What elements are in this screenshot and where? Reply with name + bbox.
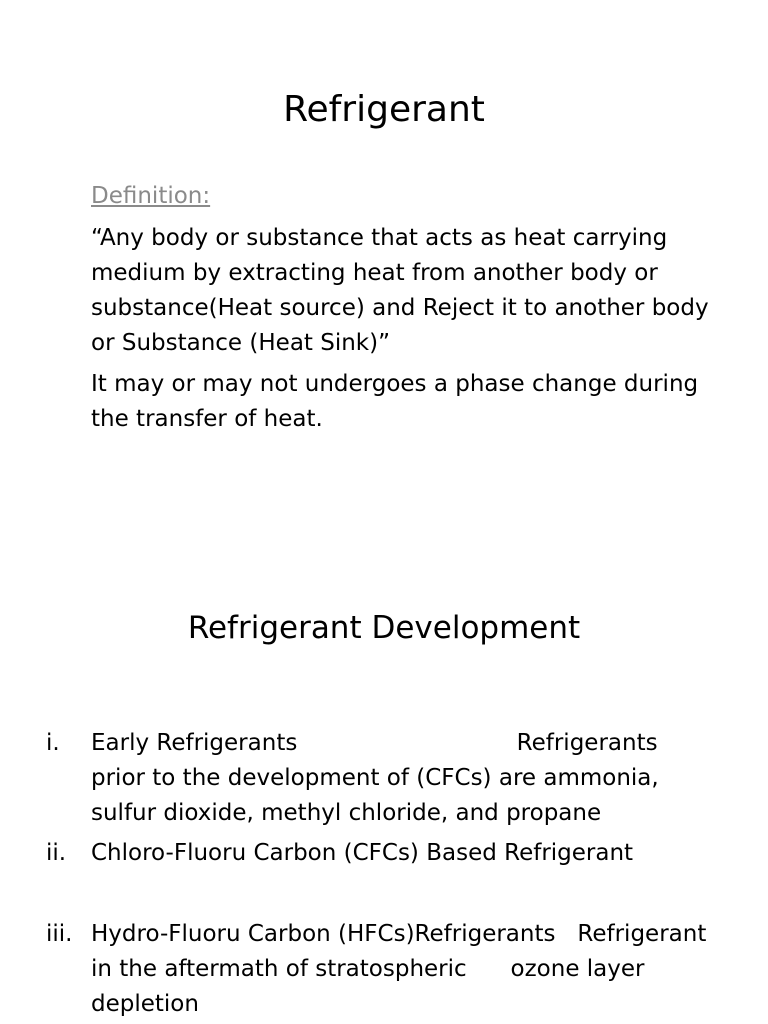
list-item-text	[91, 836, 731, 871]
list-marker: ii.	[46, 840, 67, 866]
list-marker: i.	[46, 730, 60, 756]
list-marker: iii.	[46, 921, 73, 947]
list-item-line: prior to the development of (CFCs) are ammonia,	[91, 765, 659, 791]
list-item-text	[91, 917, 731, 1022]
list-item-line: Early Refrigerants Refrigerants	[91, 730, 658, 756]
list-item-line: Hydro-Fluoru Carbon (HFCs)Refrigerants Refrigerant	[91, 921, 707, 947]
phase-change-note: It may or may not undergoes a phase change during the transfer of heat.	[91, 371, 699, 432]
page-title: Refrigerant	[283, 89, 485, 130]
definition-label: Definition:	[91, 183, 211, 209]
section-title: Refrigerant Development	[187, 610, 581, 646]
definition-text: “Any body or substance that acts as heat carrying medium by extracting heat from another body or substance(Heat source) and Reject it to another body or Substance (Heat Sink)”	[91, 225, 709, 356]
list-item-line: depletion	[91, 991, 199, 1017]
list-item-line: Chloro-Fluoru Carbon (CFCs) Based Refrigerant	[91, 840, 634, 866]
list-item-line: in the aftermath of stratospheric ozone layer	[91, 956, 645, 982]
list-item-line: sulfur dioxide, methyl chloride, and propane	[91, 800, 602, 826]
list-item-text	[91, 726, 731, 831]
